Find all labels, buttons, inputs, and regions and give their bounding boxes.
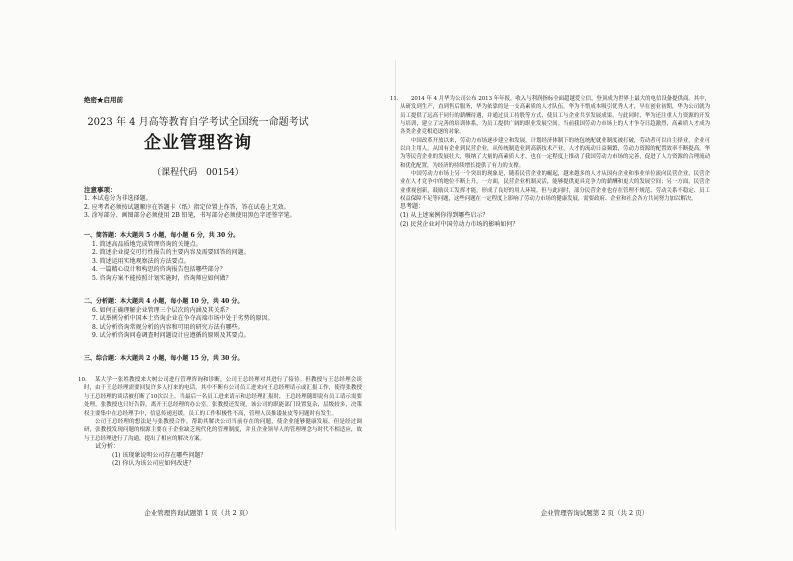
section-comprehensive [84, 355, 374, 364]
case-paragraph: 公司王总经理的想法是与张教授合作，帮助其解决公司当前存在的问题，使企业能够健康发展。但是经过调研，张教授发现问题的根源主要在于企业缺乏现代化的管理制度，并且企业领导人的管理理念与时代不相适应，故与王总经理进行了沟通，提出了相应的解决方案。 [84, 419, 362, 442]
case-questions [84, 443, 362, 469]
case-paragraph: 2014 年 4 月华为公司公布 2013 年年报，收入与利润指标全面超越爱立信，登顶成为世界上最大的电信设备提供商。其中，从研发到生产，直到售后服务，华为依靠的是一支高素质的人才队伍。华为不惜成本吸引优秀人才，早在创业初期，华为公司就为员工提供了远高于同行的薪酬待遇，并通过员工持股等方式，使员工与企业共享发展成果。与此同时，华为还注重人力资源的开发与培训，建立了完善的培训体系，为员工提供广阔的职业发展空间。当前我国劳动力市场上的人才争夺日趋激烈，高素质人才成为各类企业竞相追逐的对象。 [400, 96, 710, 136]
question-item: 7. 试举例分析中国本土咨询企业在争夺高端市场中处于劣势的原因。 [92, 315, 274, 323]
section-analysis [84, 298, 374, 341]
section-heading: 三、综合题：本大题共 2 小题，每小题 15 分，共 30 分。 [84, 355, 244, 362]
case-question-item: (2) 你认为该公司应如何改进？ [112, 460, 195, 468]
question-item: 8. 试分析咨询常规分析的内容和可用的研究方法有哪些。 [92, 323, 244, 331]
section-heading: 一、简答题：本大题共 5 小题，每小题 6 分，共 30 分。 [84, 232, 240, 239]
note-item: 2. 应考者必须按试题顺序在答题卡（纸）指定位置上作答，答在试卷上无效。 [84, 203, 290, 211]
case-paragraph: 中国改革开放以来，劳动力市场逐步建立和发展，计划经济体制下的统包统配就业制度被打破，劳动者可以自主择业，企业可以自主用人。从国有企业到民营企业，从传统制造业到高新技术产业，人才的流动日益频繁，劳动力资源的配置效率不断提高。华为等民营企业的发展壮大，吸纳了大量的高素质人才，也在一定程度上推动了我国劳动力市场的完善，促进了人力资源的合理流动和优化配置，为经济的持续增长提供了有力的支撑。 [400, 137, 710, 169]
right-page [396, 0, 793, 561]
thinking-heading: 思考题： [400, 203, 425, 211]
section-heading: 二、分析题：本大题共 4 小题，每小题 10 分，共 40 分。 [84, 298, 244, 305]
note-item: 3. 涂写部分、画图部分必须使用 2B 铅笔，书写部分必须使用黑色字迹签字笔。 [84, 212, 296, 220]
note-item: 1. 本试卷分为非选择题。 [84, 195, 152, 202]
question-item: 1. 简述高品质地完成管理咨询的关键点。 [92, 240, 202, 248]
case-questions-heading: 试分析： [95, 443, 120, 451]
thinking-item: (1) 从上述案例你得到哪些启示？ [400, 212, 489, 220]
course-code: （课程代码 00154） [152, 168, 244, 178]
subject-title: 企业管理咨询 [144, 133, 252, 153]
page-footer: 企业管理咨询试题第 1 页（共 2 页） [144, 509, 252, 517]
question-item: 3. 简述运用实地观察法的方法要点。 [92, 257, 190, 265]
exam-title: 2023 年 4 月高等教育自学考试全国统一命题考试 [87, 117, 309, 128]
case-paragraph: 中国劳动力市场上另一个突出的现象是，随着民营企业的崛起，越来越多的人才从国有企业和事业单位流向民营企业，民营企业在人才竞争中的地位不断上升。一方面，民营企业机制灵活，能够提供更具竞争力的薪酬和更大的发展空间；另一方面，民营企业重视创新，鼓励员工发挥才能，形成了良好的用人环境。但与此同时，部分民营企业也存在管理不规范、劳动关系不稳定、员工权益保障不足等问题，这些问题在一定程度上影响了劳动力市场的健康发展，需要政府、企业和社会各方共同努力加以解决。 [400, 171, 710, 203]
confidential-mark: 绝密★启用前 [84, 96, 123, 104]
left-page [0, 0, 396, 561]
question-item: 6. 如何正确理解企业管理三个层次的内涵及其关系？ [92, 306, 232, 314]
thinking-item: (2) 民营企业对中国劳动力市场的影响如何？ [400, 220, 519, 228]
question-item: 4. 一篇精心设计和构思的咨询报告包括哪些部分？ [92, 266, 226, 274]
section-short-answer [84, 232, 374, 284]
question-number: 11. [390, 96, 399, 102]
case-paragraph: 某大学一张姓教授来大树公司进行管理咨询和诊断，公司王总经理对其进行了接待。但教授与王总经理会谈时，由于王总经理需要回复许多人打来的电话，其中不断有公司员工进来向王总经理请示或汇报工作，使得张教授与王总经理的谈话被打断了10次以上。当最后一名员工进来请示和总经理汇报时，王总经理随即说有员工请示需要处理，张教授也只好告辞，离开王总经理的办公室。张教授还发现，该公司的职能部门设置复杂，层级较多，决策权主要集中在总经理手中，信息传递迟缓，员工的工作积极性不高，管理人员推诿扯皮等问题时有发生。 [84, 377, 362, 417]
case-study-11 [390, 95, 710, 229]
thinking-questions [400, 203, 710, 229]
case-study-10 [78, 376, 362, 469]
question-item: 9. 试分析咨询问卷调查时问题设计应遵循的原则及其要点。 [92, 332, 250, 340]
notes-heading: 注意事项： [84, 186, 117, 194]
question-item: 5. 咨询方案不能按照计划实施时，咨询师应如何做？ [92, 274, 232, 282]
notes-list [84, 195, 364, 221]
question-number: 10. [78, 377, 87, 383]
question-item: 2. 简述企业提交可行性报告的主要内容及需要回答的问题。 [92, 249, 250, 257]
case-question-item: (1) 该现象说明公司存在哪些问题？ [112, 451, 207, 459]
page-footer: 企业管理咨询试题第 2 页（共 2 页） [540, 509, 649, 517]
